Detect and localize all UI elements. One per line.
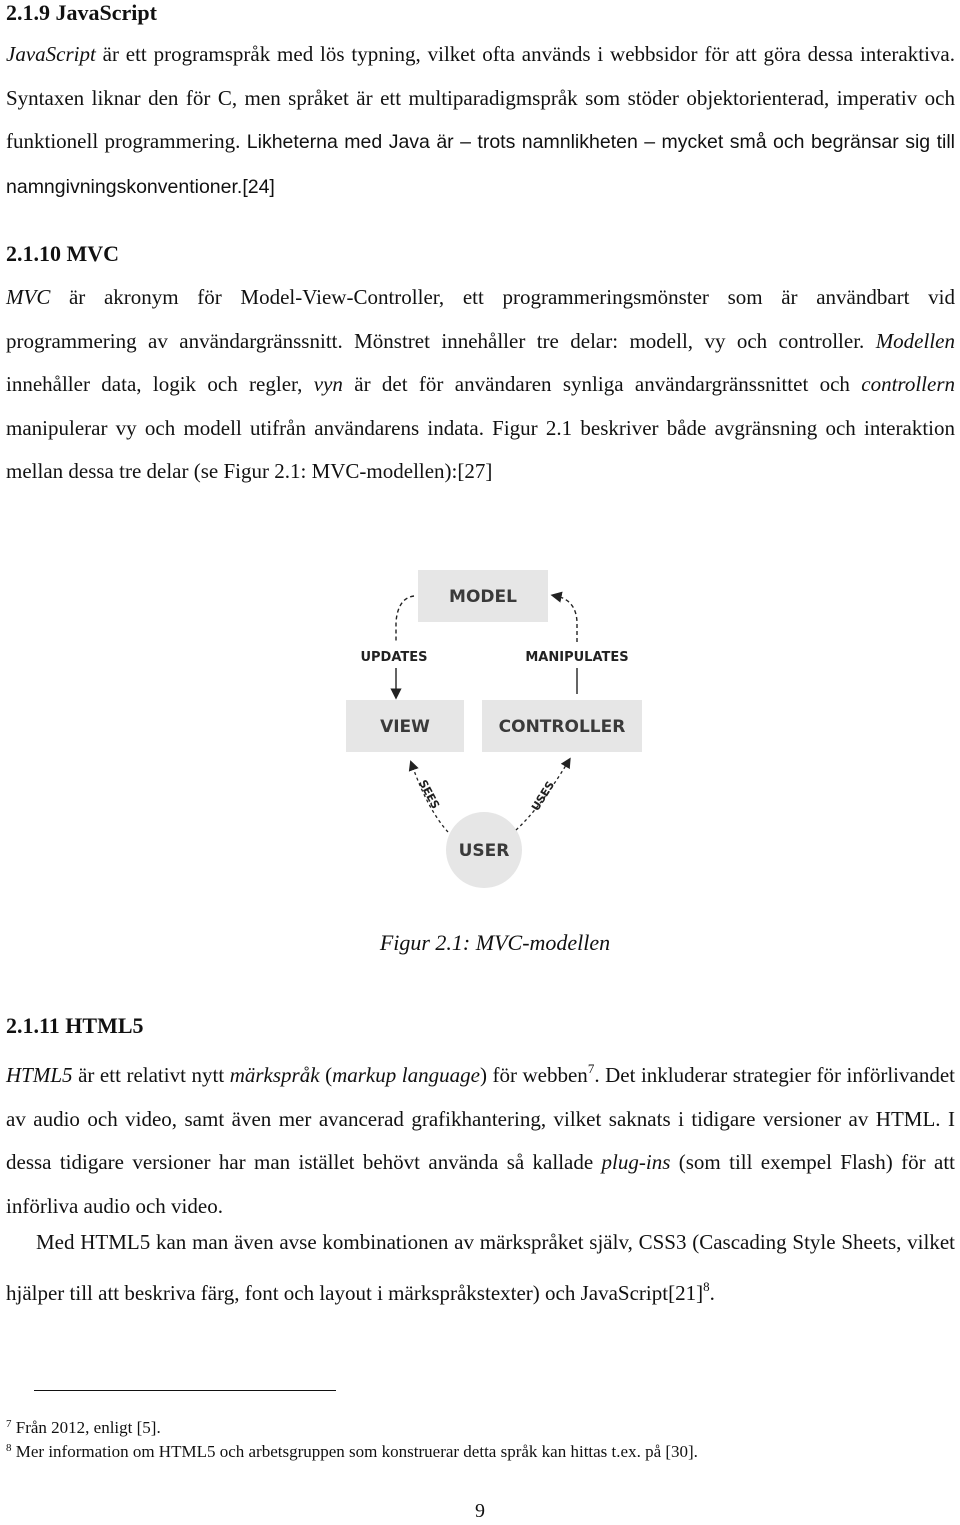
term-controller: controllern	[861, 372, 955, 396]
updates-label: UPDATES	[360, 650, 428, 665]
sees-label: SEES	[416, 777, 443, 812]
controller-box	[482, 700, 642, 752]
paragraph-text: är ett relativt nytt	[72, 1063, 230, 1087]
controller-label: CONTROLLER	[498, 717, 626, 737]
model-box	[418, 570, 548, 622]
manipulates-arrow-top	[556, 596, 577, 642]
paragraph-mvc	[6, 276, 955, 494]
paragraph-html5	[6, 1047, 955, 1228]
paragraph-html5-second	[6, 1221, 955, 1315]
paragraph-text: innehåller data, logik och regler,	[6, 372, 314, 396]
paragraph-text: ) för webben	[479, 1063, 588, 1087]
footnote-divider	[34, 1390, 336, 1391]
paragraph-text: är det för användaren synliga användargränssnittet och	[342, 372, 862, 396]
paragraph-javascript	[6, 33, 955, 209]
term-mvc: MVC	[6, 285, 51, 309]
term-model: Modellen	[875, 328, 955, 353]
section-heading-mvc: 2.1.10 MVC	[6, 241, 120, 266]
user-circle	[446, 812, 522, 888]
term-markup-sv: märkspråk	[229, 1063, 320, 1087]
figure-caption: Figur 2.1: MVC-modellen	[379, 930, 611, 955]
term-html5: HTML5	[6, 1063, 73, 1087]
footnote-8	[6, 1442, 698, 1462]
mvc-diagram	[340, 560, 660, 900]
footnote-number: 7	[6, 1418, 12, 1430]
page-number: 9	[475, 1500, 485, 1522]
section-heading-html5: 2.1.11 HTML5	[6, 1013, 144, 1038]
paragraph-text: är akronym för Model-View-Controller, ett programmeringsmönster som är användbart vid programmering av användargränssnitt. Mönstret innehåller tre delar: modell, vy och controller.	[6, 285, 955, 353]
paragraph-text: (som till exempel Flash) för att införliva audio och video.	[6, 1150, 955, 1218]
paragraph-text: (	[319, 1063, 333, 1087]
model-label: MODEL	[449, 587, 517, 607]
term-javascript: JavaScript	[6, 42, 96, 66]
manipulates-label: MANIPULATES	[525, 650, 629, 665]
paragraph-text: .	[709, 1280, 715, 1305]
footnote-7	[6, 1418, 161, 1438]
term-plugins: plug-ins	[601, 1150, 671, 1174]
paragraph-text-sans: Likheterna med Java är – trots namnlikheten – mycket små och begränsar sig till namngivningskonventioner.[24]	[6, 131, 956, 198]
paragraph-text: manipulerar vy och modell utifrån användarens indata. Figur 2.1 beskriver både avgränsning och interaktion mellan dessa tre delar (se Figur 2.1: MVC-modellen):[27]	[6, 415, 955, 483]
footnote-ref: 8	[703, 1278, 710, 1294]
footnote-number: 8	[6, 1442, 12, 1454]
footnote-text: Från 2012, enligt [5].	[15, 1418, 161, 1437]
footnote-text: Mer information om HTML5 och arbetsgruppen som konstruerar detta språk kan hittas t.ex. på [30].	[15, 1442, 698, 1461]
updates-arrow-top	[396, 596, 414, 642]
view-label: VIEW	[380, 717, 430, 737]
paragraph-text: Med HTML5 kan man även avse kombinationen av märkspråket själv, CSS3 (Cascading Style Sheets, vilket hjälper till att beskriva färg, font och layout i märkspråkstexter) och JavaScript[21]	[6, 1230, 955, 1305]
section-heading-javascript: 2.1.9 JavaScript	[6, 0, 157, 25]
term-view: vyn	[313, 372, 343, 396]
footnote-ref: 7	[587, 1061, 595, 1076]
user-label: USER	[458, 841, 510, 861]
view-box	[346, 700, 464, 752]
paragraph-text: . Det inkluderar strategier för införlivandet av audio och video, samt även mer avancerad grafikhantering, vilket saknats i tidigare versioner av HTML. I dessa tidigare versioner har man istället behövt använda så kallade	[6, 1063, 955, 1174]
uses-label: USES	[528, 779, 558, 814]
term-markup-en: markup language	[332, 1063, 480, 1087]
paragraph-text: är ett programspråk med lös typning, vilket ofta används i webbsidor för att göra dessa interaktiva. Syntaxen liknar den för C, men språket är ett multiparadigmspråk som stöder objektorienterad, imperativ och funktionell programmering.	[6, 42, 955, 153]
